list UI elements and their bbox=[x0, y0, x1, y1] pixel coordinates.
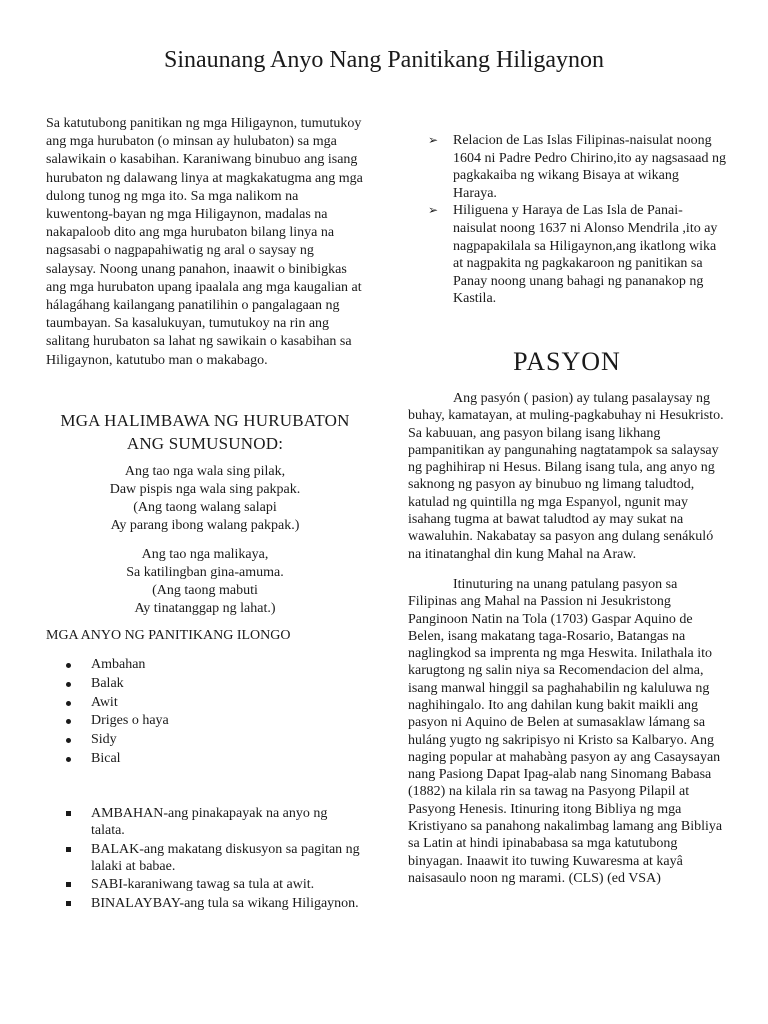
definition-item bbox=[46, 895, 364, 912]
list-item-label: Awit bbox=[91, 694, 118, 710]
verse-line: (Ang taong mabuti bbox=[152, 582, 258, 598]
list-item-label: Driges o haya bbox=[91, 713, 169, 729]
list-item-label: Balak bbox=[91, 675, 124, 691]
verse-line: Daw pispis nga wala sing pakpak. bbox=[109, 481, 301, 497]
source-text: Hiliguena y Haraya de Las Isla de Panai-naisulat noong 1637 ni Alonso Mendrila ,ito ay nagpapakilala sa Hiligaynon,ang ikatlong wika at nagpakita ng pagkakaroon ng panitikan sa Panay noong unang bahagi ng pananakop ng Kastila. bbox=[453, 203, 718, 307]
pasyon-paragraph-2: Itinuturing na unang patulang pasyon sa Filipinas ang Mahal na Passion ni Jesukristong Panginoon Natin na Tola (1703) Gaspar Aquino de Belen, isang makatang taga-Rosario, Batangas na naglingkod sa imprenta ng mga Heswita. Inilathala ito karugtong ng salin niya sa Recomendacion del alma, isang manwal hinggil sa paghahabilin ng kaluluwa ng naghihingalo. Ito ang dahilan kung bakit maikli ang pasyon ni Aquino de Belen at sumasaklaw lámang sa huláng yugto ng sakripisyo ni Kristo sa Kalbaryo. Ang naging popular at mahabàng pasyon ay ang Casaysayan nang Pasiong Dapat Ipag-alab nang Sinomang Babasa (1882) na kilala rin sa tawag na Pasyong Pilapil at Pasyong Henesis. Itinuring itong Bibliya ng mga Kristiyano sa panahong nakalimbag lamang ang Bibliya sa Latin at hindi ipinababasa sa mga katutubong binyagan. Inaawit ito tuwing Kuwaresma at kayâ naisasaulo noon ng marami. (CLS) (ed VSA) bbox=[408, 576, 723, 886]
verse-line: Ang tao nga wala sing pilak, bbox=[124, 463, 286, 479]
list-item bbox=[46, 694, 364, 713]
definitions-list bbox=[46, 805, 364, 912]
page-title: Sinaunang Anyo Nang Panitikang Hiligaynon bbox=[164, 47, 604, 73]
sources-list bbox=[408, 132, 726, 308]
examples-heading bbox=[46, 409, 364, 455]
square-bullet-icon bbox=[66, 882, 71, 887]
arrow-bullet-icon: ➢ bbox=[428, 133, 439, 147]
list-item bbox=[46, 712, 364, 731]
bullet-dot-icon bbox=[66, 719, 71, 724]
arrow-bullet-icon: ➢ bbox=[428, 203, 439, 218]
examples-heading-line2: ANG SUMUSUNOD: bbox=[126, 433, 284, 453]
example-verse-2 bbox=[46, 546, 364, 618]
square-bullet-icon bbox=[66, 811, 71, 816]
definition-item bbox=[46, 876, 364, 893]
source-text: Relacion de Las Islas Filipinas-naisulat noong 1604 ni Padre Pedro Chirino,ito ay nagsasaad ng pagkakaiba ng wikang Bisaya at wikang Haraya. bbox=[453, 133, 726, 201]
list-item bbox=[46, 675, 364, 694]
verse-line: Sa katilingban gina-amuma. bbox=[126, 564, 284, 580]
right-column bbox=[408, 132, 726, 887]
definition-item bbox=[46, 805, 364, 840]
source-item bbox=[408, 202, 726, 308]
square-bullet-icon bbox=[66, 901, 71, 906]
source-item bbox=[408, 132, 726, 202]
square-bullet-icon bbox=[66, 847, 71, 852]
bullet-dot-icon bbox=[66, 757, 71, 762]
examples-heading-line1: MGA HALIMBAWA NG HURUBATON bbox=[60, 410, 350, 430]
definition-text: BALAK-ang makatang diskusyon sa pagitan ng lalaki at babae. bbox=[91, 841, 360, 875]
forms-list bbox=[46, 656, 364, 769]
pasyon-heading: PASYON bbox=[513, 346, 621, 376]
verse-line: Ay parang ibong walang pakpak.) bbox=[110, 517, 300, 533]
left-column bbox=[46, 115, 364, 913]
bullet-dot-icon bbox=[66, 663, 71, 668]
verse-line: Ay tinatanggap ng lahat.) bbox=[134, 600, 276, 616]
definition-item bbox=[46, 841, 364, 876]
forms-heading: MGA ANYO NG PANITIKANG ILONGO bbox=[46, 627, 291, 643]
bullet-dot-icon bbox=[66, 701, 71, 706]
definition-text: SABI-karaniwang tawag sa tula at awit. bbox=[91, 877, 315, 893]
bullet-dot-icon bbox=[66, 738, 71, 743]
definition-text: BINALAYBAY-ang tula sa wikang Hiligaynon. bbox=[91, 895, 359, 911]
list-item bbox=[46, 731, 364, 750]
definition-text: AMBAHAN-ang pinakapayak na anyo ng talata. bbox=[91, 805, 328, 839]
verse-line: (Ang taong walang salapi bbox=[133, 499, 277, 515]
list-item-label: Sidy bbox=[91, 732, 117, 748]
bullet-dot-icon bbox=[66, 682, 71, 687]
pasyon-paragraph-1: Ang pasyón ( pasion) ay tulang pasalaysay ng buhay, kamatayan, at muling-pagkabuhay ni Hesukristo. Sa kabuuan, ang pasyon bilang isang likhang pampanitikan ay pangunahing nagtatampok sa salaysay ng paghihirap ni Hesus. Bilang isang tula, ang anyo ng saknong ng pasyon ay binubuo ng limang taludtod, katulad ng quintilla ng mga Espanyol, ngunit may isahang tugma at bawat taludtod ay may sukat na wawaluhin. Nakabatay sa pasyon ang dulang senákuló na itinatanghal din kung Mahal na Araw. bbox=[408, 390, 724, 562]
list-item-label: Ambahan bbox=[91, 657, 146, 673]
list-item bbox=[46, 750, 364, 769]
example-verse-1 bbox=[46, 463, 364, 535]
list-item bbox=[46, 656, 364, 675]
intro-paragraph: Sa katutubong panitikan ng mga Hiligaynon, tumutukoy ang mga hurubaton (o minsan ay hulubaton) sa mga salawikain o kasabihan. Karaniwang binubuo ang isang hurubaton ng dalawang linya at magkakatugma ang mga dulong tunog ng mga ito. Sa mga nalikom na kuwentong-bayan ng mga Hiligaynon, madalas na nakapaloob dito ang mga hurubaton bilang linya na nagsasabi o nagpapahiwatig ng aral o saysay ng salaysay. Noong unang panahon, inaawit o binibigkas ang mga hurubaton upang ipaalala ang mga kaugalian at hálagáhang kailangang panatilihin o pangalagaan ng taumbayan. Sa kasalukuyan, tumutukoy na rin ang salitang hurubaton sa lahat ng sawikain o kasabihan sa Hiligaynon, katutubo man o makabago. bbox=[46, 116, 363, 368]
verse-line: Ang tao nga malikaya, bbox=[141, 546, 269, 562]
list-item-label: Bical bbox=[91, 751, 121, 767]
